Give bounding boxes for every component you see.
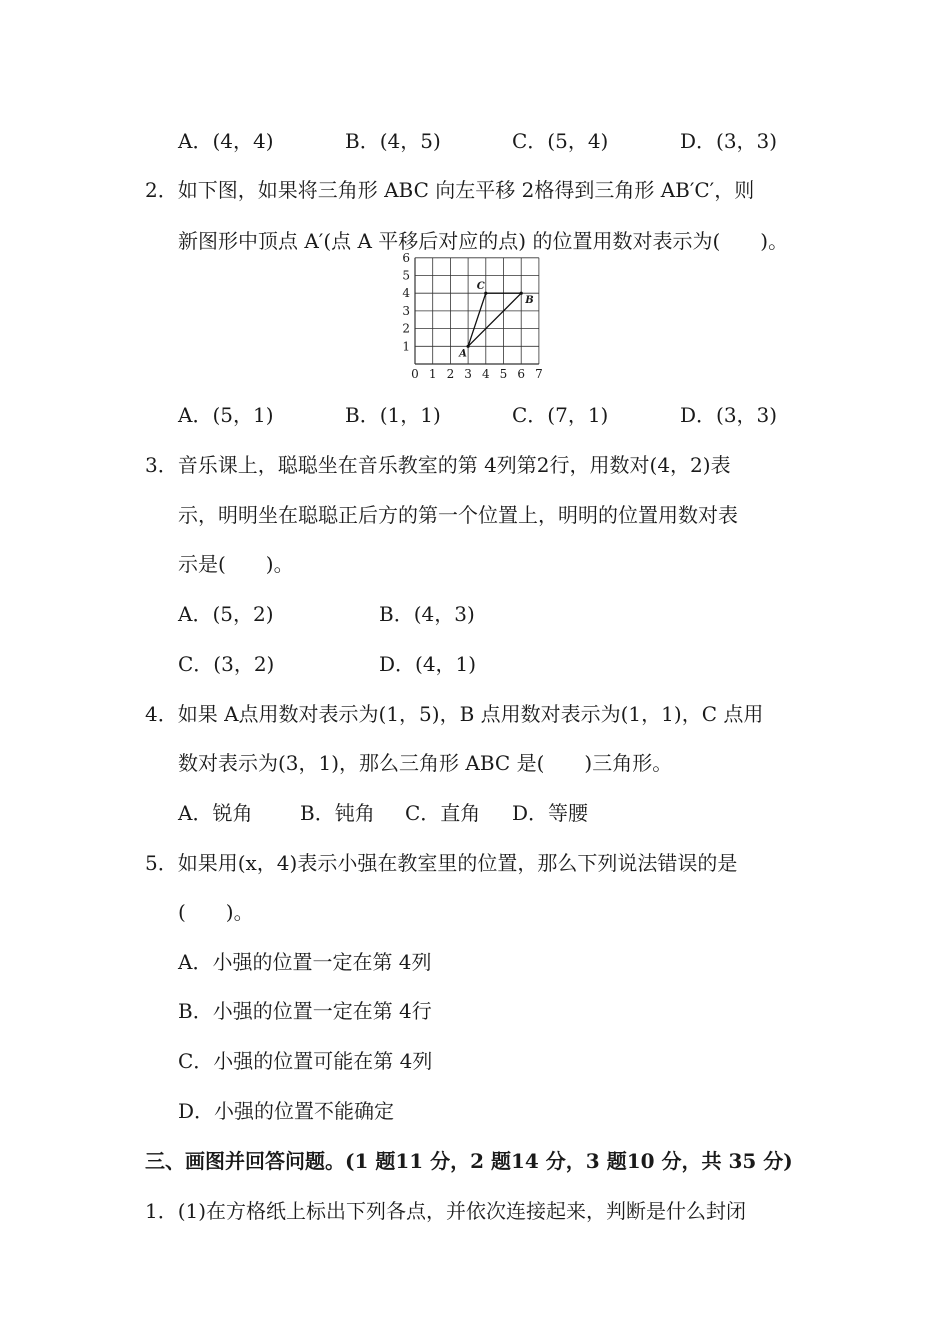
- y-tick-label: 5: [402, 268, 410, 283]
- x-tick-label: 0: [411, 367, 419, 381]
- q4-option-a[interactable]: A．锐角: [178, 801, 253, 825]
- y-tick-label: 1: [402, 339, 410, 354]
- x-tick-label: 4: [481, 367, 490, 381]
- q5-option-c[interactable]: C．小强的位置可能在第 4列: [178, 1049, 433, 1073]
- vertex-label: B: [525, 295, 534, 307]
- x-tick-label: 6: [517, 367, 526, 381]
- q4-option-c[interactable]: C．直角: [405, 801, 481, 825]
- q2-option-c[interactable]: C．(7，1): [512, 403, 609, 427]
- q2-option-a[interactable]: A．(5，1): [178, 403, 274, 427]
- q1-option-a[interactable]: A．(4，4): [178, 129, 274, 153]
- x-tick-label: 3: [464, 367, 472, 381]
- q1-option-b[interactable]: B．(4，5): [345, 129, 441, 153]
- y-tick-label: 2: [402, 321, 410, 336]
- q1-option-c[interactable]: C．(5，4): [512, 129, 609, 153]
- q5-question-line1: 5．如果用(x，4)表示小强在教室里的位置，那么下列说法错误的是: [145, 851, 738, 875]
- q3-question-line1: 3．音乐课上，聪聪坐在音乐教室的第 4列第2行，用数对(4，2)表: [145, 453, 731, 477]
- q2-question-line1: 2．如下图，如果将三角形 ABC 向左平移 2格得到三角形 AB′C′，则: [145, 178, 755, 202]
- q3-question-line2: 示，明明坐在聪聪正后方的第一个位置上，明明的位置用数对表: [178, 503, 738, 527]
- y-tick-label: 4: [402, 286, 410, 301]
- q4-question-line2: 数对表示为(3，1)，那么三角形 ABC 是( )三角形。: [178, 751, 673, 775]
- section-3-q1-line1: 1．(1)在方格纸上标出下列各点，并依次连接起来，判断是什么封闭: [145, 1199, 747, 1223]
- q3-option-b[interactable]: B．(4，3): [379, 602, 475, 626]
- vertex-point: [520, 292, 523, 295]
- q5-option-b[interactable]: B．小强的位置一定在第 4行: [178, 999, 432, 1023]
- q3-question-line3: 示是( )。: [178, 552, 294, 576]
- q2-option-b[interactable]: B．(1，1): [345, 403, 441, 427]
- coordinate-grid-diagram: [395, 250, 555, 388]
- section-3-heading: 三、画图并回答问题。(1 题11 分，2 题14 分，3 题10 分，共 35 分): [145, 1149, 793, 1173]
- vertex-point: [467, 345, 470, 348]
- x-tick-label: 2: [446, 367, 455, 381]
- q2-option-d[interactable]: D．(3，3): [680, 403, 778, 427]
- x-tick-label: 5: [499, 367, 508, 381]
- vertex-label: C: [476, 281, 485, 293]
- y-tick-label: 6: [402, 250, 410, 265]
- x-tick-label: 7: [535, 367, 543, 381]
- q3-option-a[interactable]: A．(5，2): [178, 602, 274, 626]
- q2-question-line2: 新图形中顶点 A′(点 A 平移后对应的点) 的位置用数对表示为( )。: [178, 229, 789, 253]
- q5-option-a[interactable]: A．小强的位置一定在第 4列: [178, 950, 432, 974]
- triangle-abc: [468, 293, 521, 346]
- y-tick-label: 3: [402, 303, 410, 318]
- q5-option-d[interactable]: D．小强的位置不能确定: [178, 1099, 395, 1123]
- q1-option-d[interactable]: D．(3，3): [680, 129, 778, 153]
- x-tick-label: 1: [428, 367, 437, 381]
- q4-question-line1: 4．如果 A点用数对表示为(1，5)，B 点用数对表示为(1，1)，C 点用: [145, 702, 764, 726]
- q4-option-b[interactable]: B．钝角: [300, 801, 375, 825]
- q3-option-d[interactable]: D．(4，1): [379, 652, 477, 676]
- q3-option-c[interactable]: C．(3，2): [178, 652, 275, 676]
- q5-question-line2: ( )。: [178, 900, 254, 924]
- q4-option-d[interactable]: D．等腰: [512, 801, 589, 825]
- vertex-label: A: [459, 348, 467, 360]
